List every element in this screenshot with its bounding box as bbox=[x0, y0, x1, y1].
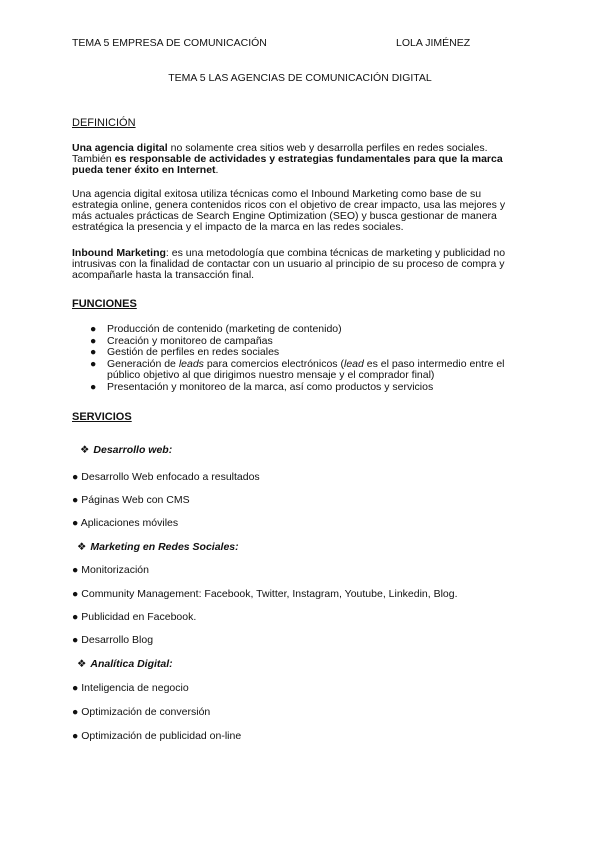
definicion-paragraph-1 bbox=[72, 143, 522, 176]
definicion-text-2: . bbox=[215, 164, 219, 176]
list-item: ● Publicidad en Facebook. bbox=[72, 611, 197, 623]
list-item: ● Community Management: Facebook, Twitter, Instagram, Youtube, Linkedin, Blog. bbox=[72, 588, 458, 600]
bullet-icon: ● bbox=[72, 471, 79, 483]
bullet-icon: ● bbox=[72, 494, 79, 506]
list-item bbox=[90, 359, 530, 382]
list-item-text bbox=[107, 358, 505, 382]
bullet-icon: ● bbox=[90, 323, 97, 335]
inbound-term: Inbound Marketing bbox=[72, 247, 166, 259]
bullet-icon: ● bbox=[90, 346, 97, 358]
diamond-icon: ❖ bbox=[77, 658, 87, 670]
bullet-icon: ● bbox=[72, 706, 79, 718]
inbound-paragraph bbox=[72, 248, 522, 281]
bullet-icon: ● bbox=[72, 517, 79, 529]
bullet-icon: ● bbox=[72, 611, 79, 623]
servicios-heading: SERVICIOS bbox=[72, 411, 132, 423]
definicion-emphasis: es responsable de actividades y estrategias fundamentales para que la marca pueda tener éxito en Internet bbox=[72, 153, 503, 176]
funciones-heading: FUNCIONES bbox=[72, 298, 137, 310]
bullet-icon: ● bbox=[72, 564, 79, 576]
bullet-icon: ● bbox=[72, 634, 79, 646]
list-item: ● Desarrollo Web enfocado a resultados bbox=[72, 471, 260, 483]
inbound-text: : es una metodología que combina técnicas de marketing y publicidad no intrusivas con la finalidad de contactar con un usuario al principio de su proceso de compra y acompañarle hasta la transacción final. bbox=[72, 247, 506, 281]
list-item: ● Páginas Web con CMS bbox=[72, 494, 190, 506]
list-item: ● Inteligencia de negocio bbox=[72, 682, 189, 694]
list-item: ● Optimización de conversión bbox=[72, 706, 211, 718]
agencia-digital-term: Una agencia digital bbox=[72, 142, 168, 154]
list-item-text: Presentación y monitoreo de la marca, así como productos y servicios bbox=[107, 380, 434, 393]
header-right: LOLA JIMÉNEZ bbox=[396, 37, 471, 49]
leads-text-a: Generación de bbox=[107, 357, 179, 370]
list-item bbox=[90, 382, 530, 394]
leads-text-b: para comercios electrónicos ( bbox=[203, 357, 344, 370]
definicion-text-1: no solamente crea sitios web y desarrolla perfiles en redes sociales. También bbox=[72, 142, 488, 165]
list-item: ● Desarrollo Blog bbox=[72, 634, 154, 646]
bullet-icon: ● bbox=[72, 682, 79, 694]
definicion-paragraph-2: Una agencia digital exitosa utiliza técnicas como el Inbound Marketing como base de su estrategia online, genera contenidos ricos con el objetivo de crear impacto, usa las mejores y más actuales prácticas de Search Engine Optimization (SEO) y busca gestionar de manera estratégica la presencia y el impacto de la marca en las redes sociales. bbox=[72, 188, 506, 233]
bullet-icon: ● bbox=[90, 380, 97, 393]
marketing-redes-title: ❖ Marketing en Redes Sociales: bbox=[77, 541, 239, 553]
document-title: TEMA 5 LAS AGENCIAS DE COMUNICACIÓN DIGITAL bbox=[168, 72, 432, 84]
bullet-icon: ● bbox=[90, 357, 97, 370]
bullet-icon: ● bbox=[72, 588, 79, 600]
list-item-text: Producción de contenido (marketing de contenido) bbox=[107, 323, 342, 335]
lead-term: lead bbox=[343, 357, 364, 370]
leads-term: leads bbox=[178, 357, 204, 370]
diamond-icon: ❖ bbox=[77, 541, 87, 553]
analitica-digital-title: ❖ Analítica Digital: bbox=[77, 658, 173, 670]
list-item: ● Optimización de publicidad on-line bbox=[72, 730, 242, 742]
diamond-icon: ❖ bbox=[80, 444, 90, 456]
definicion-heading: DEFINICIÓN bbox=[72, 117, 136, 129]
leads-text-c: es el paso intermedio entre el público objetivo al que dirigimos nuestro mensaje y el comprador final) bbox=[107, 357, 505, 381]
bullet-icon: ● bbox=[90, 334, 97, 347]
list-item-text: Gestión de perfiles en redes sociales bbox=[107, 346, 280, 358]
list-item: ● Aplicaciones móviles bbox=[72, 517, 179, 529]
funciones-list bbox=[90, 324, 530, 393]
list-item: ● Monitorización bbox=[72, 564, 149, 576]
header-left: TEMA 5 EMPRESA DE COMUNICACIÓN bbox=[72, 37, 267, 49]
desarrollo-web-title: ❖ Desarrollo web: bbox=[80, 444, 173, 456]
list-item-text: Creación y monitoreo de campañas bbox=[107, 334, 273, 347]
bullet-icon: ● bbox=[72, 730, 79, 742]
